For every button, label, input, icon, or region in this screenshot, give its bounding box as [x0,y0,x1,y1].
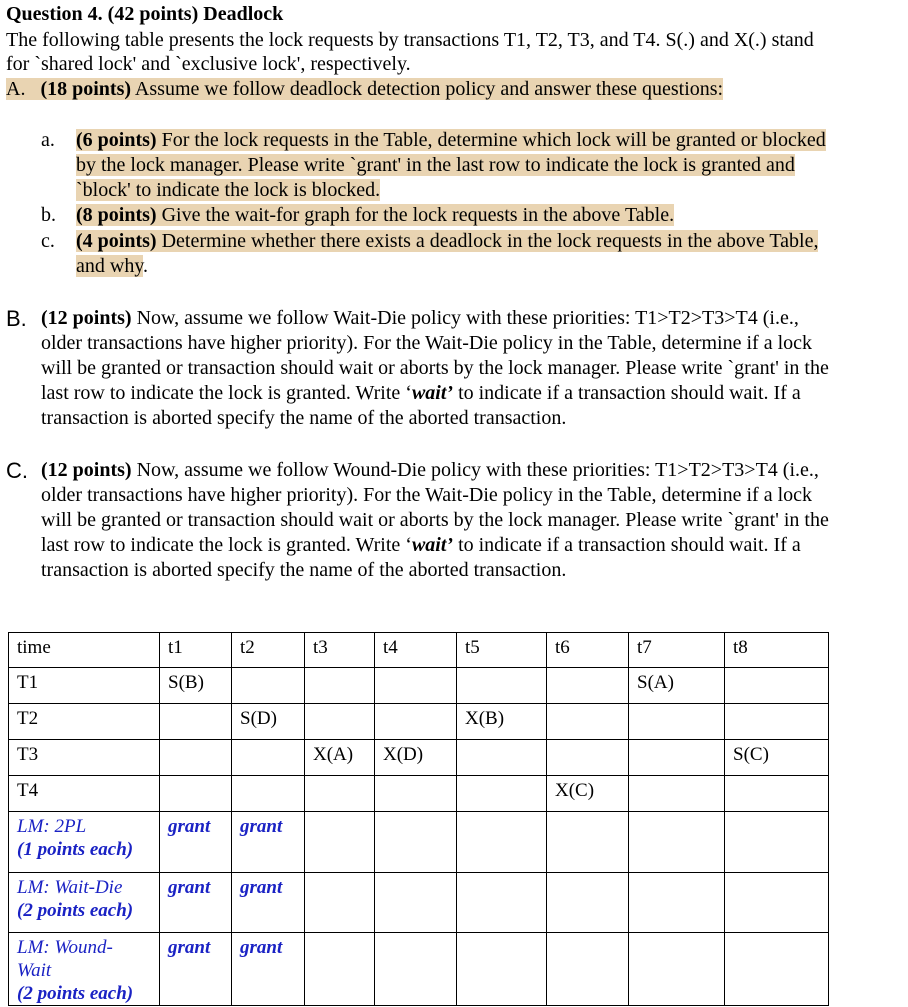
lock-cell [457,776,547,812]
answer-cell[interactable] [305,873,375,933]
answer-cell[interactable] [375,933,457,1006]
answer-cell[interactable]: grant [160,873,232,933]
item-c-points: (4 points) [76,230,157,252]
table-row [9,776,829,812]
header-cell: t1 [160,633,232,668]
lock-cell [725,704,829,740]
answer-cell[interactable]: grant [232,812,305,873]
lock-cell [457,740,547,776]
lock-cell [160,776,232,812]
header-cell: t6 [547,633,629,668]
item-c-line-2: and why. [76,255,149,277]
answer-cell[interactable]: grant [160,933,232,1006]
lm-2pl-row [9,812,829,873]
lock-cell: X(A) [305,740,375,776]
part-b-line-2: older transactions have higher priority). For the Wait-Die policy in the Table, determine if a lock [41,332,813,354]
part-b-line-3: will be granted or transaction should wait or aborts by the lock manager. Please write `grant' in the [41,357,829,379]
table-row [9,668,829,704]
lock-cell: X(C) [547,776,629,812]
part-b-line-4: last row to indicate the lock is granted. Write ‘wait’ to indicate if a transaction should wait. If a [41,382,801,404]
answer-cell[interactable] [375,812,457,873]
answer-cell[interactable]: grant [160,812,232,873]
lock-cell [375,776,457,812]
table-row [9,704,829,740]
item-c-line-1: (4 points) Determine whether there exists a deadlock in the lock requests in the above Table, [76,230,819,252]
answer-cell[interactable] [375,873,457,933]
lock-cell: X(D) [375,740,457,776]
lm-wound-wait-label: LM: Wound- Wait (2 points each) [9,933,160,1006]
part-a-marker: A. [6,78,26,100]
item-a-points: (6 points) [76,129,157,151]
lock-cell [457,668,547,704]
header-cell: time [9,633,160,668]
header-cell: t3 [305,633,375,668]
question-title: Question 4. (42 points) Deadlock [6,3,284,25]
lock-cell [725,668,829,704]
answer-cell[interactable] [457,933,547,1006]
intro-line-2: for `shared lock' and `exclusive lock', respectively. [6,53,411,75]
row-label: T2 [9,704,160,740]
lock-request-table [8,632,829,1006]
lock-cell [232,668,305,704]
part-c-line-1: (12 points) Now, assume we follow Wound-Die policy with these priorities: T1>T2>T3>T4 (i.e., [41,459,819,481]
lock-cell: S(D) [232,704,305,740]
answer-cell[interactable] [305,812,375,873]
answer-cell[interactable] [457,873,547,933]
lock-cell [305,668,375,704]
lock-cell [232,776,305,812]
item-a-marker: a. [41,129,55,151]
header-cell: t2 [232,633,305,668]
part-a-text: Assume we follow deadlock detection policy and answer these questions: [131,78,724,100]
part-c-points: (12 points) [41,459,132,481]
lock-cell [375,704,457,740]
lm-wait-die-row [9,873,829,933]
part-a-heading [6,77,723,101]
answer-cell[interactable] [629,812,725,873]
item-c-marker: c. [41,230,55,252]
answer-cell[interactable]: grant [232,873,305,933]
lm-wound-wait-row [9,933,829,1006]
part-c-marker: C. [6,458,28,483]
lock-cell [629,704,725,740]
table-row [9,740,829,776]
part-c-line-4: last row to indicate the lock is granted. Write ‘wait’ to indicate if a transaction should wait. If a [41,534,801,556]
answer-cell[interactable] [725,873,829,933]
header-cell: t4 [375,633,457,668]
answer-cell[interactable] [457,812,547,873]
part-c-line-2: older transactions have higher priority). For the Wait-Die policy in the Table, determine if a lock [41,484,813,506]
header-cell: t7 [629,633,725,668]
part-a-points: (18 points) [40,78,132,100]
part-c-line-3: will be granted or transaction should wait or aborts by the lock manager. Please write `grant' in the [41,509,829,531]
lock-cell [232,740,305,776]
part-b-marker: B. [6,306,27,331]
part-c-line-5: transaction is aborted specify the name of the aborted transaction. [41,559,567,581]
answer-cell[interactable] [547,873,629,933]
lock-cell [547,668,629,704]
header-cell: t5 [457,633,547,668]
header-cell: t8 [725,633,829,668]
row-label: T1 [9,668,160,704]
lock-cell: S(B) [160,668,232,704]
answer-cell[interactable] [629,873,725,933]
answer-cell[interactable] [629,933,725,1006]
lock-cell [725,776,829,812]
lock-cell [547,740,629,776]
lock-cell [547,704,629,740]
lm-2pl-label: LM: 2PL (1 points each) [9,812,160,873]
lm-wait-die-label: LM: Wait-Die (2 points each) [9,873,160,933]
answer-cell[interactable] [547,933,629,1006]
row-label: T3 [9,740,160,776]
lock-cell [305,704,375,740]
answer-cell[interactable] [725,933,829,1006]
lock-cell: X(B) [457,704,547,740]
part-b-line-1: (12 points) Now, assume we follow Wait-Die policy with these priorities: T1>T2>T3>T4 (i.e., [41,307,799,329]
lock-cell [160,740,232,776]
part-b-line-5: transaction is aborted specify the name of the aborted transaction. [41,407,567,429]
item-a-line-2: by the lock manager. Please write `grant' in the last row to indicate the lock is granted and [76,154,795,176]
lock-cell [629,776,725,812]
row-label: T4 [9,776,160,812]
lock-cell: S(C) [725,740,829,776]
item-a-line-3: `block' to indicate the lock is blocked. [76,179,381,201]
table-header-row [9,633,829,668]
lock-cell [160,704,232,740]
item-b-marker: b. [41,204,56,226]
item-b-line-1: (8 points) Give the wait-for graph for the lock requests in the above Table. [76,204,675,226]
answer-cell[interactable] [547,812,629,873]
answer-cell[interactable]: grant [232,933,305,1006]
item-b-points: (8 points) [76,204,157,226]
lock-cell [305,776,375,812]
answer-cell[interactable] [725,812,829,873]
item-a-line-1: (6 points) For the lock requests in the Table, determine which lock will be granted or blocked [76,129,826,151]
intro-line-1: The following table presents the lock requests by transactions T1, T2, T3, and T4. S(.) and X(.) stand [6,29,814,51]
part-b-points: (12 points) [41,307,132,329]
lock-cell [629,740,725,776]
answer-cell[interactable] [305,933,375,1006]
lock-cell: S(A) [629,668,725,704]
lock-cell [375,668,457,704]
